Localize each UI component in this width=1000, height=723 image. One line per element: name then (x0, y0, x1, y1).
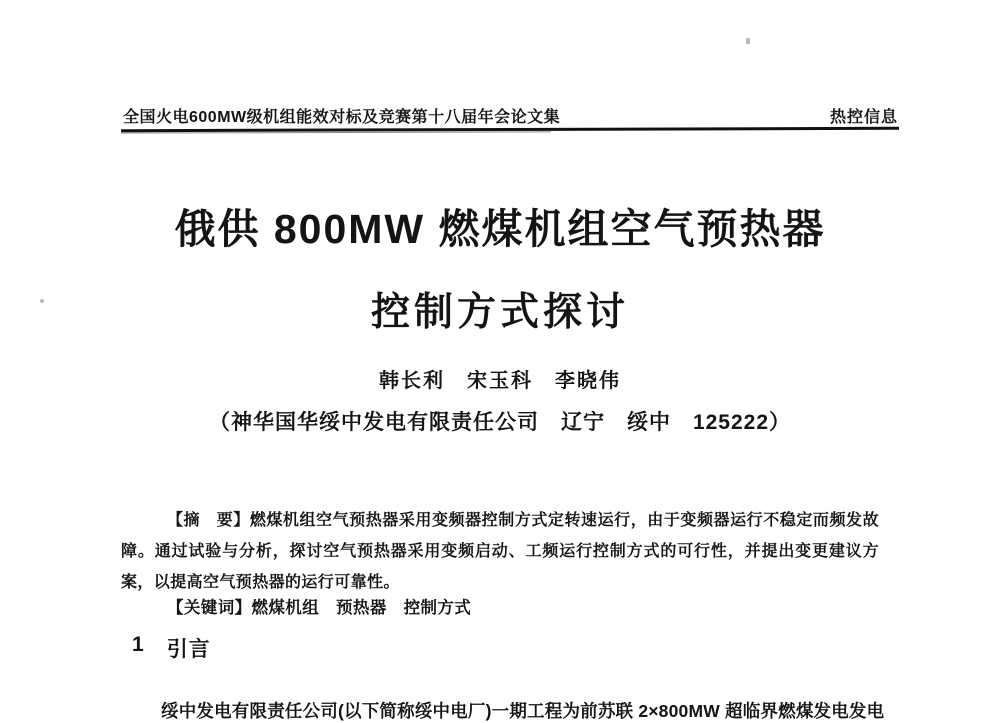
authors: 韩长利 宋玉科 李晓伟 (379, 370, 621, 392)
paper-title-line2: 控制方式探讨 (370, 291, 629, 334)
abstract-text: 燃煤机组空气预热器采用变频器控制方式定转速运行，由于变频器运行不稳定而频发故障。通过试验与分析，探讨空气预热器采用变频启动、工频运行控制方式的可行性，并提出变更建议方案，以提高空气预热器的运行可靠性。 (121, 512, 879, 591)
paper-title-line1: 俄供 800MW 燃煤机组空气预热器 (174, 206, 826, 252)
affiliation: （神华国华绥中发电有限责任公司 辽宁 绥中 125222） (208, 411, 792, 434)
section-number: 1 (132, 633, 145, 656)
keywords-text: 燃煤机组 预热器 控制方式 (251, 598, 472, 617)
section-1-heading (132, 633, 211, 663)
section-title: 引言 (166, 638, 211, 661)
header-column-label: 热控信息 (829, 109, 898, 126)
abstract-label: 【摘 要】 (167, 512, 250, 529)
keywords-label: 【关键词】 (167, 598, 252, 617)
scan-speck (746, 38, 750, 44)
header-rule-shadow (121, 131, 551, 133)
keywords-line (121, 594, 879, 618)
abstract-paragraph (121, 505, 879, 598)
header-proceedings-title: 全国火电600MW级机组能效对标及竞赛第十八届年会论文集 (123, 109, 561, 126)
body-first-line-clipped: 绥中发电有限责任公司(以下简称绥中电厂)一期工程为前苏联 2×800MW 超临界燃煤发电发电 (161, 700, 885, 721)
